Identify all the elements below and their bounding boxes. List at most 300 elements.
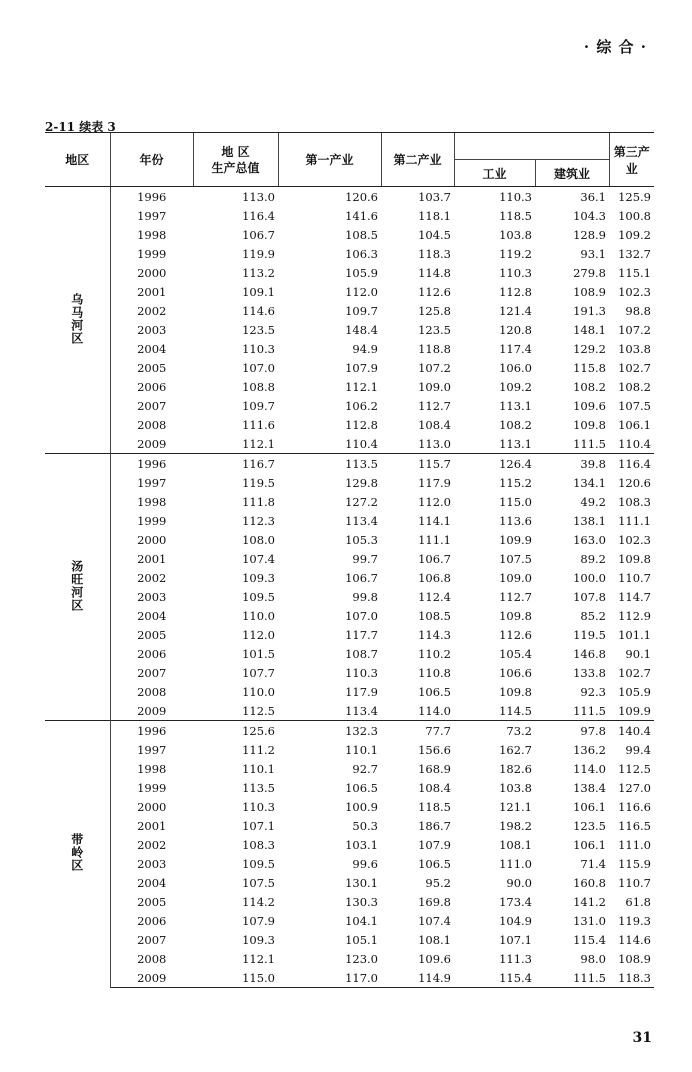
year-cell: 2003	[137, 589, 167, 604]
secondary-cell: 110.8	[418, 665, 451, 680]
column-header-industry: 工业	[454, 160, 535, 187]
industry-cell: 106.0	[499, 360, 532, 375]
table-row	[45, 740, 654, 759]
table-row	[45, 358, 654, 377]
secondary-cell: 113.0	[418, 436, 451, 451]
tertiary-cell: 103.8	[618, 341, 651, 356]
table-row	[45, 530, 654, 549]
gdp-cell: 107.1	[242, 818, 275, 833]
secondary-cell: 108.4	[418, 780, 451, 795]
primary-cell: 106.3	[345, 246, 378, 261]
table-row	[45, 225, 654, 244]
industry-cell: 119.2	[499, 246, 532, 261]
tertiary-cell: 109.8	[618, 551, 651, 566]
secondary-cell: 125.8	[418, 303, 451, 318]
gdp-cell: 113.0	[193, 187, 278, 207]
year-cell: 1997	[137, 208, 167, 223]
industry-cell: 110.3	[454, 187, 535, 207]
table-row	[45, 873, 654, 892]
year-cell: 2000	[137, 265, 167, 280]
construction-cell: 36.1	[535, 187, 609, 207]
year-cell: 2004	[137, 875, 167, 890]
year-cell: 2004	[137, 341, 167, 356]
tertiary-cell: 109.2	[618, 227, 651, 242]
industry-cell: 112.8	[499, 284, 532, 299]
construction-cell: 106.1	[573, 799, 606, 814]
gdp-cell: 110.1	[242, 761, 275, 776]
tertiary-cell: 116.4	[609, 454, 654, 474]
gdp-cell: 109.5	[242, 856, 275, 871]
industry-cell: 198.2	[499, 818, 532, 833]
secondary-cell: 107.9	[418, 837, 451, 852]
tertiary-cell: 108.9	[618, 951, 651, 966]
tertiary-cell: 112.5	[618, 761, 651, 776]
primary-cell: 106.7	[345, 570, 378, 585]
gdp-cell: 110.0	[242, 608, 275, 623]
construction-cell: 49.2	[580, 494, 606, 509]
column-header-region: 地区	[45, 133, 110, 187]
industry-cell: 115.4	[454, 968, 535, 988]
table-row	[45, 663, 654, 682]
construction-cell: 128.9	[573, 227, 606, 242]
construction-cell: 93.1	[580, 246, 606, 261]
secondary-cell: 112.4	[418, 589, 451, 604]
year-cell: 2006	[137, 379, 167, 394]
tertiary-cell: 114.7	[618, 589, 651, 604]
secondary-cell: 118.3	[418, 246, 451, 261]
tertiary-cell: 111.0	[618, 837, 651, 852]
table-row	[45, 835, 654, 854]
construction-cell: 134.1	[573, 475, 606, 490]
table-row	[45, 587, 654, 606]
industry-cell: 182.6	[499, 761, 532, 776]
tertiary-cell: 90.1	[625, 646, 651, 661]
primary-cell: 108.7	[345, 646, 378, 661]
construction-cell: 163.0	[573, 532, 606, 547]
year-cell: 1998	[137, 227, 167, 242]
construction-cell: 107.8	[573, 589, 606, 604]
table-row	[45, 454, 654, 474]
year-cell: 1998	[137, 761, 167, 776]
gdp-cell: 109.3	[242, 570, 275, 585]
industry-cell: 117.4	[499, 341, 532, 356]
gdp-cell: 109.7	[242, 398, 275, 413]
year-cell: 1997	[137, 475, 167, 490]
table-row	[45, 492, 654, 511]
primary-cell: 113.5	[278, 454, 381, 474]
table-row	[45, 606, 654, 625]
secondary-cell: 118.1	[418, 208, 451, 223]
industry-cell: 113.1	[499, 398, 532, 413]
secondary-cell: 114.1	[418, 513, 451, 528]
gdp-cell: 112.5	[242, 703, 275, 718]
industry-cell: 121.4	[499, 303, 532, 318]
primary-cell: 117.0	[278, 968, 381, 988]
gdp-cell: 112.0	[242, 627, 275, 642]
construction-cell: 97.8	[535, 721, 609, 741]
industry-cell: 114.5	[499, 703, 532, 718]
table-row	[45, 930, 654, 949]
year-cell: 2002	[137, 303, 167, 318]
page-number: 31	[632, 1030, 652, 1046]
tertiary-cell: 107.5	[618, 398, 651, 413]
gdp-cell: 116.7	[193, 454, 278, 474]
tertiary-cell: 140.4	[609, 721, 654, 741]
region-cell	[45, 454, 110, 721]
column-header-gdp-line1: 地 区	[221, 144, 250, 159]
gdp-cell: 116.4	[242, 208, 275, 223]
tertiary-cell: 110.4	[618, 436, 651, 451]
construction-cell: 148.1	[573, 322, 606, 337]
industry-cell: 121.1	[499, 799, 532, 814]
year-cell: 2002	[137, 837, 167, 852]
year-cell: 2008	[137, 951, 167, 966]
tertiary-cell: 132.7	[618, 246, 651, 261]
gdp-cell: 107.5	[242, 875, 275, 890]
construction-cell: 133.8	[573, 665, 606, 680]
tertiary-cell: 106.1	[618, 417, 651, 432]
secondary-cell: 114.0	[418, 703, 451, 718]
construction-cell: 138.1	[573, 513, 606, 528]
tertiary-cell: 127.0	[618, 780, 651, 795]
industry-cell: 112.6	[499, 627, 532, 642]
table-row	[45, 911, 654, 930]
table-row	[45, 339, 654, 358]
industry-cell: 120.8	[499, 322, 532, 337]
construction-cell: 129.2	[573, 341, 606, 356]
year-cell: 1999	[137, 513, 167, 528]
year-cell: 2008	[137, 684, 167, 699]
tertiary-cell: 118.3	[609, 968, 654, 988]
secondary-cell: 114.9	[381, 968, 454, 988]
table-row	[45, 396, 654, 415]
year-cell: 2008	[137, 417, 167, 432]
secondary-cell: 118.5	[418, 799, 451, 814]
tertiary-cell: 107.2	[618, 322, 651, 337]
secondary-cell: 110.2	[418, 646, 451, 661]
table-row	[45, 568, 654, 587]
primary-cell: 99.7	[352, 551, 378, 566]
industry-cell: 113.1	[499, 436, 532, 451]
year-cell: 2005	[137, 894, 167, 909]
secondary-cell: 169.8	[418, 894, 451, 909]
year-cell: 2006	[137, 913, 167, 928]
tertiary-cell: 110.7	[618, 875, 651, 890]
primary-cell: 50.3	[352, 818, 378, 833]
region-cell	[45, 721, 110, 988]
table-row	[45, 377, 654, 396]
primary-cell: 117.7	[345, 627, 378, 642]
primary-cell: 112.0	[345, 284, 378, 299]
industry-cell: 109.8	[499, 608, 532, 623]
primary-cell: 110.3	[345, 665, 378, 680]
year-cell: 1996	[110, 454, 193, 474]
year-cell: 2005	[137, 627, 167, 642]
secondary-cell: 108.5	[418, 608, 451, 623]
secondary-cell: 186.7	[418, 818, 451, 833]
year-cell: 1999	[137, 246, 167, 261]
table-row	[45, 778, 654, 797]
industry-cell: 109.8	[499, 684, 532, 699]
secondary-cell: 109.0	[418, 379, 451, 394]
construction-cell: 119.5	[573, 627, 606, 642]
gdp-cell: 112.3	[242, 513, 275, 528]
tertiary-cell: 105.9	[618, 684, 651, 699]
secondary-cell: 95.2	[425, 875, 451, 890]
primary-cell: 117.9	[345, 684, 378, 699]
secondary-cell: 103.7	[381, 187, 454, 207]
secondary-cell: 107.4	[418, 913, 451, 928]
construction-cell: 100.0	[573, 570, 606, 585]
table-caption: 2-11 续表 3	[45, 120, 116, 134]
primary-cell: 110.4	[345, 436, 378, 451]
year-cell: 2007	[137, 398, 167, 413]
construction-cell: 111.5	[573, 436, 606, 451]
tertiary-cell: 101.1	[618, 627, 651, 642]
industry-cell: 115.0	[499, 494, 532, 509]
primary-cell: 130.1	[345, 875, 378, 890]
secondary-cell: 106.7	[418, 551, 451, 566]
tertiary-cell: 120.6	[618, 475, 651, 490]
tertiary-cell: 102.7	[618, 360, 651, 375]
year-cell: 2002	[137, 570, 167, 585]
region-name: 带岭区	[69, 833, 84, 873]
region-name: 汤旺河区	[69, 559, 84, 612]
industry-cell: 113.6	[499, 513, 532, 528]
table-row	[45, 701, 654, 721]
column-header-gdp-line2: 生产总值	[211, 160, 260, 175]
year-cell: 1996	[110, 721, 193, 741]
primary-cell: 120.6	[278, 187, 381, 207]
industry-cell: 109.0	[499, 570, 532, 585]
industry-cell: 162.7	[499, 742, 532, 757]
column-header-year: 年份	[110, 133, 193, 187]
table-row	[45, 282, 654, 301]
construction-cell: 123.5	[573, 818, 606, 833]
primary-cell: 110.1	[345, 742, 378, 757]
year-cell: 2000	[137, 532, 167, 547]
industry-cell: 109.2	[499, 379, 532, 394]
construction-cell: 131.0	[573, 913, 606, 928]
tertiary-cell: 116.6	[618, 799, 651, 814]
construction-cell: 111.5	[535, 968, 609, 988]
primary-cell: 107.9	[345, 360, 378, 375]
table-row	[45, 797, 654, 816]
table-row	[45, 682, 654, 701]
primary-cell: 99.8	[352, 589, 378, 604]
tertiary-cell: 99.4	[625, 742, 651, 757]
table-row	[45, 949, 654, 968]
construction-cell: 279.8	[573, 265, 606, 280]
industry-cell: 173.4	[499, 894, 532, 909]
year-cell: 2007	[137, 665, 167, 680]
primary-cell: 105.1	[345, 932, 378, 947]
table-row	[45, 187, 654, 207]
primary-cell: 105.3	[345, 532, 378, 547]
table-row	[45, 263, 654, 282]
primary-cell: 108.5	[345, 227, 378, 242]
year-cell: 2001	[137, 818, 167, 833]
gdp-cell: 106.7	[242, 227, 275, 242]
secondary-cell: 156.6	[418, 742, 451, 757]
construction-cell: 136.2	[573, 742, 606, 757]
secondary-cell: 168.9	[418, 761, 451, 776]
industry-cell: 109.9	[499, 532, 532, 547]
primary-cell: 130.3	[345, 894, 378, 909]
gdp-cell: 110.0	[242, 684, 275, 699]
industry-cell: 111.0	[499, 856, 532, 871]
year-cell: 2000	[137, 799, 167, 814]
gdp-cell: 108.8	[242, 379, 275, 394]
construction-cell: 39.8	[535, 454, 609, 474]
column-header-tertiary: 第三产业	[609, 133, 654, 187]
secondary-cell: 106.5	[418, 684, 451, 699]
secondary-cell: 104.5	[418, 227, 451, 242]
gdp-cell: 113.2	[242, 265, 275, 280]
primary-cell: 100.9	[345, 799, 378, 814]
tertiary-cell: 108.3	[618, 494, 651, 509]
industry-cell: 110.3	[499, 265, 532, 280]
tertiary-cell: 100.8	[618, 208, 651, 223]
gdp-cell: 114.6	[242, 303, 275, 318]
industry-cell: 106.6	[499, 665, 532, 680]
year-cell: 2003	[137, 322, 167, 337]
gdp-cell: 108.0	[242, 532, 275, 547]
secondary-cell: 107.2	[418, 360, 451, 375]
construction-cell: 92.3	[580, 684, 606, 699]
tertiary-cell: 125.9	[609, 187, 654, 207]
industry-cell: 90.0	[506, 875, 532, 890]
gdp-cell: 112.1	[242, 951, 275, 966]
secondary-cell: 108.4	[418, 417, 451, 432]
primary-cell: 92.7	[352, 761, 378, 776]
tertiary-cell: 98.8	[625, 303, 651, 318]
industry-cell: 115.2	[499, 475, 532, 490]
tertiary-cell: 112.9	[618, 608, 651, 623]
year-cell: 1996	[110, 187, 193, 207]
table-row	[45, 892, 654, 911]
construction-cell: 106.1	[573, 837, 606, 852]
table-row	[45, 206, 654, 225]
tertiary-cell: 109.9	[618, 703, 651, 718]
primary-cell: 127.2	[345, 494, 378, 509]
primary-cell: 104.1	[345, 913, 378, 928]
secondary-cell: 106.8	[418, 570, 451, 585]
industry-cell: 73.2	[454, 721, 535, 741]
table-row	[45, 320, 654, 339]
industry-cell: 118.5	[499, 208, 532, 223]
gdp-cell: 107.0	[242, 360, 275, 375]
gdp-cell: 101.5	[242, 646, 275, 661]
gdp-cell: 108.3	[242, 837, 275, 852]
secondary-cell: 112.6	[418, 284, 451, 299]
gdp-cell: 119.5	[242, 475, 275, 490]
industry-cell: 126.4	[454, 454, 535, 474]
primary-cell: 99.6	[352, 856, 378, 871]
construction-cell: 108.2	[573, 379, 606, 394]
construction-cell: 109.6	[573, 398, 606, 413]
gdp-cell: 114.2	[242, 894, 275, 909]
industry-cell: 108.1	[499, 837, 532, 852]
column-header-secondary: 第二产业	[381, 133, 454, 187]
secondary-cell: 109.6	[418, 951, 451, 966]
table-row	[45, 759, 654, 778]
gdp-cell: 125.6	[193, 721, 278, 741]
construction-cell: 191.3	[573, 303, 606, 318]
industry-cell: 103.8	[499, 780, 532, 795]
industry-cell: 112.7	[499, 589, 532, 604]
primary-cell: 113.4	[345, 513, 378, 528]
year-cell: 2001	[137, 284, 167, 299]
construction-cell: 146.8	[573, 646, 606, 661]
tertiary-cell: 115.9	[618, 856, 651, 871]
gdp-cell: 109.1	[242, 284, 275, 299]
secondary-cell: 115.7	[381, 454, 454, 474]
primary-cell: 132.3	[278, 721, 381, 741]
tertiary-cell: 110.7	[618, 570, 651, 585]
primary-cell: 109.7	[345, 303, 378, 318]
gdp-cell: 110.3	[242, 341, 275, 356]
column-header-gdp	[193, 133, 278, 187]
industry-cell: 107.1	[499, 932, 532, 947]
table-row	[45, 301, 654, 320]
table-row	[45, 415, 654, 434]
gdp-cell: 111.8	[242, 494, 275, 509]
column-header-primary: 第一产业	[278, 133, 381, 187]
secondary-cell: 114.3	[418, 627, 451, 642]
table-row	[45, 511, 654, 530]
table-row	[45, 625, 654, 644]
gdp-cell: 110.3	[242, 799, 275, 814]
construction-cell: 104.3	[573, 208, 606, 223]
secondary-cell: 77.7	[381, 721, 454, 741]
gdp-cell: 111.2	[242, 742, 275, 757]
secondary-cell: 118.8	[418, 341, 451, 356]
primary-cell: 129.8	[345, 475, 378, 490]
region-name: 乌马河区	[69, 292, 84, 345]
table-row	[45, 968, 654, 988]
table-row	[45, 473, 654, 492]
tertiary-cell: 102.3	[618, 532, 651, 547]
construction-cell: 98.0	[580, 951, 606, 966]
primary-cell: 148.4	[345, 322, 378, 337]
construction-cell: 160.8	[573, 875, 606, 890]
industry-cell: 104.9	[499, 913, 532, 928]
region-cell	[45, 187, 110, 454]
year-cell: 2009	[137, 703, 167, 718]
tertiary-cell: 102.3	[618, 284, 651, 299]
data-table	[45, 132, 654, 988]
construction-cell: 109.8	[573, 417, 606, 432]
industry-cell: 105.4	[499, 646, 532, 661]
secondary-cell: 114.8	[418, 265, 451, 280]
secondary-cell: 108.1	[418, 932, 451, 947]
year-cell: 2009	[110, 968, 193, 988]
tertiary-cell: 115.1	[618, 265, 651, 280]
primary-cell: 106.5	[345, 780, 378, 795]
industry-cell: 107.5	[499, 551, 532, 566]
gdp-cell: 119.9	[242, 246, 275, 261]
primary-cell: 106.2	[345, 398, 378, 413]
industry-cell: 103.8	[499, 227, 532, 242]
primary-cell: 113.4	[345, 703, 378, 718]
year-cell: 2003	[137, 856, 167, 871]
year-cell: 2007	[137, 932, 167, 947]
construction-cell: 108.9	[573, 284, 606, 299]
gdp-cell: 123.5	[242, 322, 275, 337]
gdp-cell: 115.0	[193, 968, 278, 988]
secondary-cell: 123.5	[418, 322, 451, 337]
